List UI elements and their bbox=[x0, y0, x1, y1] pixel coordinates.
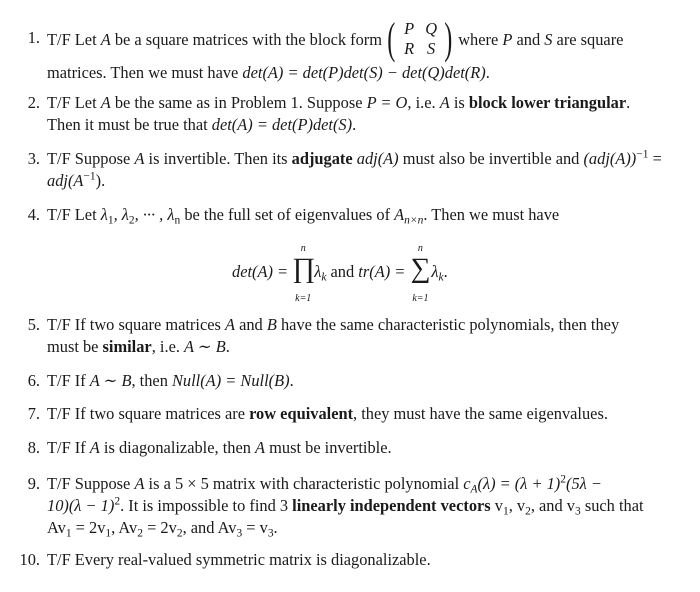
bold-term: adjugate bbox=[291, 149, 353, 168]
text: Then it must be true that bbox=[47, 115, 212, 134]
math-sub: 1 bbox=[502, 505, 509, 518]
math: A bbox=[255, 438, 266, 457]
text: , i.e. bbox=[151, 337, 185, 356]
text: and bbox=[512, 30, 545, 49]
text: . bbox=[289, 371, 294, 390]
bold-term: linearly independent vectors bbox=[292, 496, 491, 515]
math-sub: 1 bbox=[107, 214, 114, 227]
math: c bbox=[463, 474, 471, 493]
product-operator bbox=[292, 243, 316, 304]
text: be the same as in Problem 1. Suppose bbox=[110, 93, 367, 112]
matrix-cell-p: P bbox=[404, 19, 415, 39]
sum-lower: k=1 bbox=[412, 293, 429, 304]
product-symbol: ∏ bbox=[292, 253, 316, 284]
math: 10)(λ − 1) bbox=[47, 496, 115, 515]
math: , v bbox=[508, 496, 526, 515]
text: must be invertible. bbox=[265, 438, 392, 457]
math: , Av bbox=[111, 518, 138, 537]
math: , λ bbox=[113, 205, 129, 224]
text: , they must have the same eigenvalues. bbox=[353, 404, 608, 423]
math: = v bbox=[242, 518, 268, 537]
math: = 2v bbox=[71, 518, 106, 537]
sum-operator bbox=[409, 243, 431, 304]
tr-label: tr(A) = bbox=[358, 262, 410, 281]
text: where bbox=[454, 30, 503, 49]
text: T/F Let bbox=[47, 93, 101, 112]
math: S bbox=[544, 30, 553, 49]
math-sup: 2 bbox=[114, 495, 121, 508]
text: are square bbox=[552, 30, 624, 49]
text: . bbox=[225, 337, 230, 356]
math-sub: 3 bbox=[267, 527, 274, 540]
sum-upper: n bbox=[417, 243, 423, 254]
problem-number: 3. bbox=[27, 149, 40, 168]
math-sub: 2 bbox=[176, 527, 183, 540]
math: λ bbox=[314, 262, 322, 281]
text: ). bbox=[95, 171, 106, 190]
text: and bbox=[234, 315, 267, 334]
left-paren: ( bbox=[387, 14, 396, 64]
math: A ∼ B bbox=[184, 337, 226, 356]
math: A bbox=[100, 30, 111, 49]
text: is a 5 × 5 matrix with characteristic polynomial bbox=[144, 474, 464, 493]
text: is bbox=[449, 93, 469, 112]
text: . bbox=[273, 518, 278, 537]
text: such that bbox=[580, 496, 644, 515]
problem-number: 7. bbox=[27, 404, 40, 423]
math: λ bbox=[100, 205, 108, 224]
text: . Then we must have bbox=[423, 205, 560, 224]
math: , and Av bbox=[182, 518, 237, 537]
problem-number: 8. bbox=[27, 438, 40, 457]
math: A bbox=[134, 474, 145, 493]
product-lower: k=1 bbox=[295, 293, 312, 304]
text: is diagonalizable, then bbox=[99, 438, 256, 457]
problem-number: 4. bbox=[27, 205, 40, 224]
math: Null(A) = Null(B) bbox=[171, 371, 290, 390]
text: . bbox=[626, 93, 631, 112]
math: A bbox=[134, 149, 145, 168]
math: (5λ − bbox=[566, 474, 602, 493]
math: v bbox=[490, 496, 503, 515]
math-sub: k bbox=[321, 271, 327, 284]
text: T/F Suppose bbox=[47, 149, 135, 168]
math: A bbox=[394, 205, 405, 224]
math-sup: −1 bbox=[83, 170, 96, 183]
math: , and v bbox=[530, 496, 575, 515]
text: T/F If two square matrices bbox=[47, 315, 225, 334]
math: , ··· , λ bbox=[134, 205, 175, 224]
math: P = O bbox=[366, 93, 408, 112]
block-matrix bbox=[387, 14, 453, 64]
text: . bbox=[443, 262, 448, 281]
bold-term: similar bbox=[102, 337, 152, 356]
text: T/F If bbox=[47, 438, 90, 457]
math: A bbox=[89, 438, 100, 457]
bold-term: row equivalent bbox=[249, 404, 354, 423]
math: P bbox=[502, 30, 513, 49]
math-sub: 3 bbox=[236, 527, 243, 540]
sum-symbol: ∑ bbox=[410, 253, 431, 284]
math-sub: n bbox=[174, 214, 181, 227]
math-sup: −1 bbox=[636, 148, 649, 161]
problem-number: 5. bbox=[27, 315, 40, 334]
text: T/F Let bbox=[47, 205, 101, 224]
text: is invertible. Then its bbox=[144, 149, 292, 168]
math: det(A) = det(P)det(S) − det(Q)det(R) bbox=[242, 63, 486, 82]
display-equation bbox=[232, 243, 552, 304]
problem-number: 1. bbox=[27, 28, 40, 47]
math: (adj(A)) bbox=[583, 149, 637, 168]
math: A bbox=[100, 93, 111, 112]
matrix-cell-q: Q bbox=[425, 19, 438, 39]
math-sub: n×n bbox=[404, 214, 424, 227]
text: , then bbox=[131, 371, 172, 390]
bold-term: block lower triangular bbox=[468, 93, 627, 112]
math-sup: 2 bbox=[560, 473, 566, 486]
math: det(A) = det(P)det(S) bbox=[211, 115, 353, 134]
problem-number: 10. bbox=[19, 550, 40, 569]
text: . It is impossible to find 3 bbox=[120, 496, 293, 515]
problem-number: 2. bbox=[27, 93, 40, 112]
problem-number: 6. bbox=[27, 371, 40, 390]
text: = bbox=[648, 149, 662, 168]
math: adj(A bbox=[47, 171, 84, 190]
text: T/F Suppose bbox=[47, 474, 135, 493]
right-paren: ) bbox=[444, 14, 453, 64]
text: . bbox=[352, 115, 357, 134]
text: have the same characteristic polynomials, then they bbox=[276, 315, 620, 334]
text: , i.e. bbox=[407, 93, 440, 112]
math-sub: 1 bbox=[65, 527, 72, 540]
text: . bbox=[485, 63, 490, 82]
matrix-cell-s: S bbox=[427, 39, 436, 59]
math-sub: 2 bbox=[137, 527, 143, 540]
math-sub: A bbox=[470, 483, 478, 496]
math: A ∼ B bbox=[89, 371, 132, 390]
product-upper: n bbox=[300, 243, 306, 254]
text: be the full set of eigenvalues of bbox=[180, 205, 395, 224]
det-label: det(A) = bbox=[232, 262, 293, 281]
text: must also be invertible and bbox=[398, 149, 584, 168]
math: = 2v bbox=[142, 518, 177, 537]
math-sub: 2 bbox=[128, 214, 135, 227]
math-sub: k bbox=[438, 271, 444, 284]
math: λ bbox=[431, 262, 439, 281]
math: (λ) = (λ + 1) bbox=[477, 474, 561, 493]
matrix-cell-r: R bbox=[404, 39, 415, 59]
text: T/F Let bbox=[47, 30, 101, 49]
text: T/F If two square matrices are bbox=[47, 404, 250, 423]
math: A bbox=[439, 93, 450, 112]
math-sub: 2 bbox=[525, 505, 531, 518]
text: T/F Every real-valued symmetric matrix is diagonalizable. bbox=[47, 550, 431, 569]
problem-number: 9. bbox=[27, 474, 40, 493]
math: adj(A) bbox=[352, 149, 399, 168]
text: matrices. Then we must have bbox=[47, 63, 243, 82]
math-sub: 3 bbox=[574, 505, 581, 518]
math: B bbox=[266, 315, 277, 334]
text: be a square matrices with the block form bbox=[110, 30, 387, 49]
math: Av bbox=[47, 518, 66, 537]
text: must be bbox=[47, 337, 103, 356]
math: A bbox=[224, 315, 235, 334]
text: T/F If bbox=[47, 371, 90, 390]
math-sub: 1 bbox=[105, 527, 112, 540]
text: and bbox=[326, 262, 359, 281]
